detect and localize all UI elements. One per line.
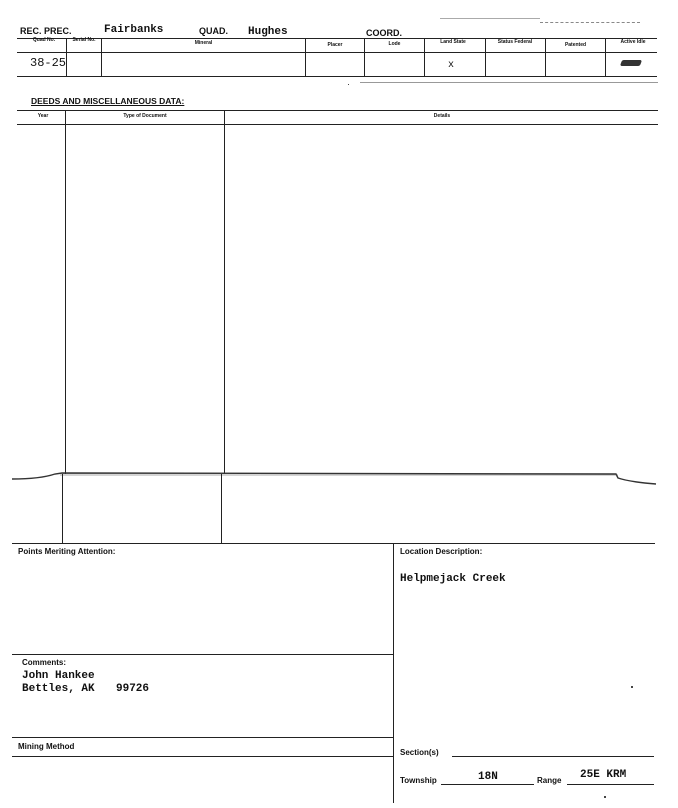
active-idle-mark (620, 60, 642, 66)
col-quad-no: Quad No. (32, 37, 56, 43)
col-serial-no: Serial No. (72, 37, 96, 43)
speck (604, 796, 606, 798)
range-value: 25E KRM (580, 769, 627, 781)
rec-prec-label: REC. PREC. (20, 26, 72, 36)
points-label: Points Meriting Attention: (18, 547, 116, 556)
mining-bottom-rule (12, 756, 393, 757)
speck (631, 686, 633, 688)
col-year: Year (37, 113, 49, 119)
col-active-idle: Active Idle (620, 39, 646, 45)
comments-line-1: John Hankee (22, 670, 95, 682)
deeds-col-divider-lower (62, 474, 63, 544)
land-state-mark: x (448, 60, 455, 71)
col-divider (424, 38, 425, 76)
col-patented: Patented (564, 42, 587, 48)
col-divider (66, 38, 67, 76)
claim-table-bottom (17, 76, 657, 77)
deeds-col-divider (224, 110, 225, 474)
mining-label: Mining Method (18, 742, 75, 751)
location-label: Location Description: (400, 547, 483, 556)
township-field-line (441, 784, 534, 785)
claim-table-bottom-2 (360, 82, 658, 83)
col-placer: Placer (327, 42, 343, 48)
rec-prec-value: Fairbanks (104, 24, 164, 36)
claim-table-top (17, 38, 657, 39)
range-label: Range (537, 776, 562, 785)
deeds-table-bottom (12, 543, 655, 544)
col-mineral: Mineral (194, 40, 213, 46)
col-divider (605, 38, 606, 76)
deeds-header-bottom (17, 124, 658, 125)
quad-no-value: 38-25 (30, 56, 67, 70)
quad-value: Hughes (248, 26, 288, 38)
comments-line-2-zip: 99726 (116, 683, 150, 695)
col-lode: Lode (388, 41, 401, 47)
location-divider (393, 543, 394, 803)
col-type-of-document: Type of Document (123, 113, 167, 119)
col-divider (485, 38, 486, 76)
deeds-table-top (17, 110, 658, 111)
deeds-col-divider-lower (221, 474, 222, 544)
location-value: Helpmejack Creek (400, 573, 506, 585)
township-value: 18N (478, 771, 498, 783)
section-label: Section(s) (400, 748, 439, 757)
col-status-federal: Status Federal (497, 39, 533, 45)
mining-top-rule (12, 737, 393, 738)
comments-label: Comments: (22, 658, 67, 667)
comments-line-2-city: Bettles, AK (22, 683, 95, 695)
township-label: Township (400, 776, 437, 785)
col-land-state: Land State (440, 39, 466, 45)
claim-table-header-bottom (17, 52, 657, 53)
comments-top-rule (12, 654, 393, 655)
splice-line (0, 462, 678, 492)
range-field-line (567, 784, 654, 785)
col-details: Details (433, 113, 451, 119)
deeds-title: DEEDS AND MISCELLANEOUS DATA: (31, 96, 185, 106)
top-rule (540, 22, 640, 23)
quad-label: QUAD. (199, 26, 228, 36)
section-field-line (452, 756, 654, 757)
speck (348, 84, 349, 85)
coord-label: COORD. (366, 28, 402, 38)
deeds-col-divider (65, 110, 66, 474)
top-rule-2 (440, 18, 540, 19)
